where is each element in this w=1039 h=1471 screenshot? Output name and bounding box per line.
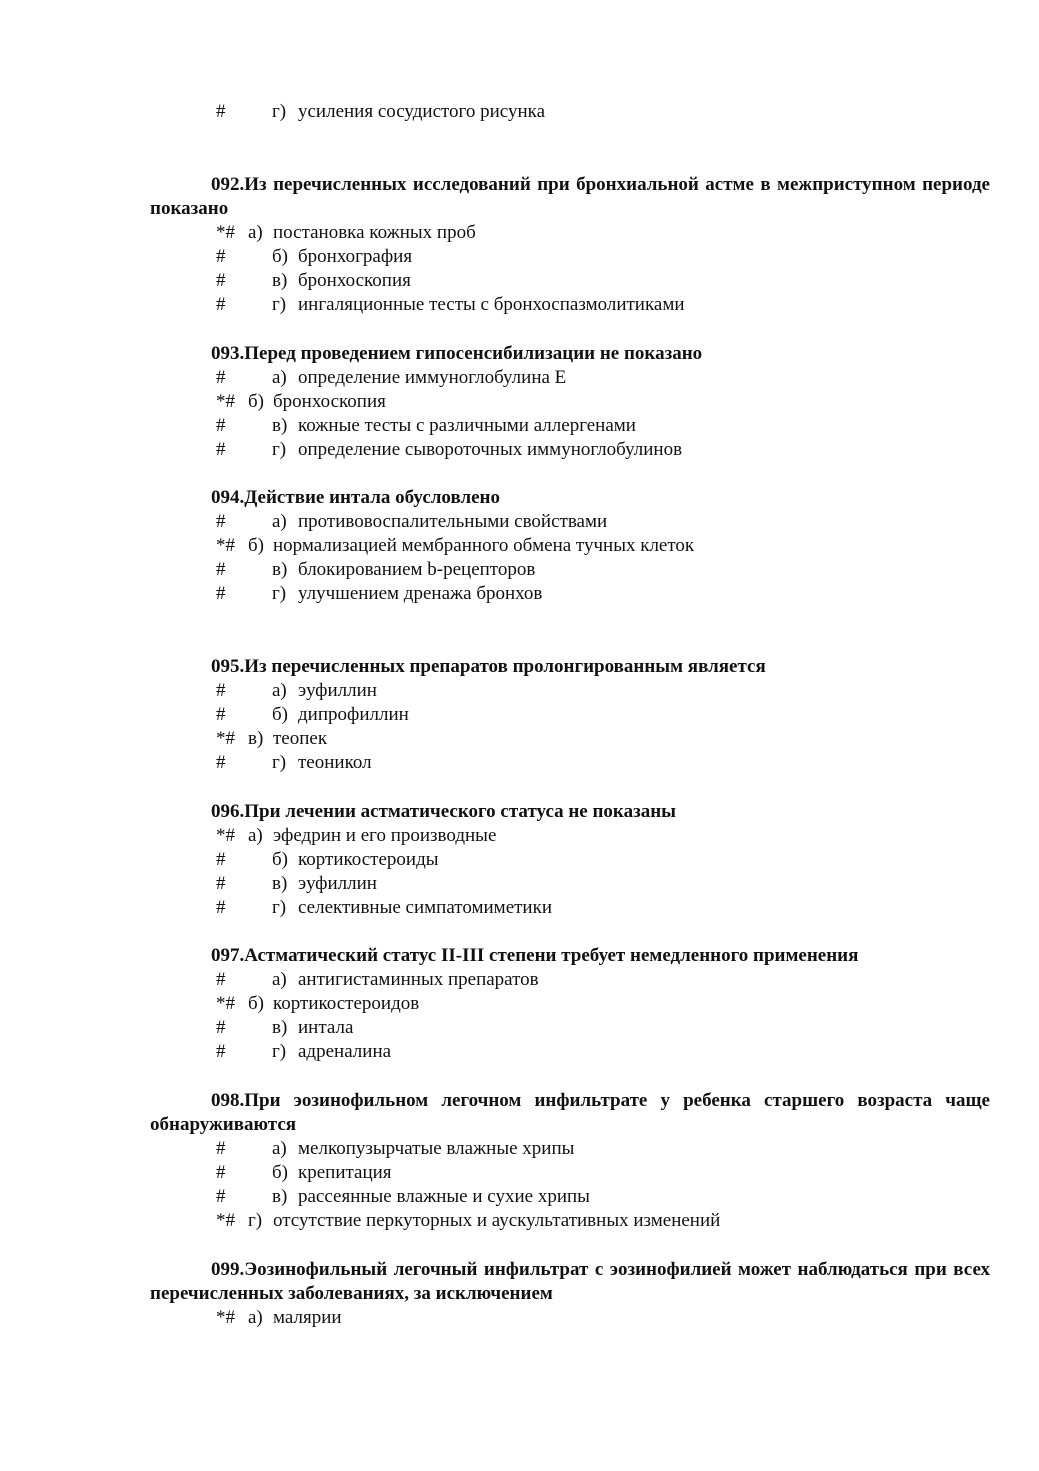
answer-marker: # (216, 511, 226, 532)
answer-marker: *# (216, 1210, 235, 1231)
answer-marker: *# (216, 825, 235, 846)
answer-marker: # (216, 897, 226, 918)
question-title: 098.При эозинофильном легочном инфильтрате у ребенка старшего возраста чаще обнаруживаются (150, 1090, 990, 1135)
question-title: 092.Из перечисленных исследований при бронхиальной астме в межприступном периоде показано (150, 174, 990, 219)
answer-marker: # (216, 873, 226, 894)
option-letter: в) (272, 1017, 288, 1038)
option-text: интала (298, 1017, 354, 1038)
option-letter: б) (272, 246, 288, 267)
option-text: кожные тесты с различными аллергенами (298, 415, 636, 436)
option-text: улучшением дренажа бронхов (298, 583, 543, 604)
question-title: 093.Перед проведением гипосенсибилизации не показано (211, 343, 703, 364)
answer-marker: # (216, 101, 226, 122)
option-text: противовоспалительными свойствами (298, 511, 608, 532)
answer-marker: # (216, 680, 226, 701)
option-text: кортикостероидов (273, 993, 420, 1014)
option-letter: г) (272, 897, 287, 918)
answer-marker: # (216, 1162, 226, 1183)
option-text: рассеянные влажные и сухие хрипы (298, 1186, 590, 1207)
option-letter: г) (248, 1210, 263, 1231)
option-letter: г) (272, 583, 287, 604)
answer-marker: # (216, 1138, 226, 1159)
option-letter: б) (272, 849, 288, 870)
option-text: малярии (273, 1307, 342, 1328)
option-text: бронхоскопия (298, 270, 411, 291)
option-text: отсутствие перкуторных и аускультативных изменений (273, 1210, 721, 1231)
option-letter: б) (272, 704, 288, 725)
answer-marker: # (216, 752, 226, 773)
answer-marker: # (216, 367, 226, 388)
option-letter: г) (272, 439, 287, 460)
option-letter: а) (272, 680, 287, 701)
option-letter: а) (272, 511, 287, 532)
option-text: нормализацией мембранного обмена тучных клеток (273, 535, 695, 556)
answer-marker: *# (216, 391, 235, 412)
answer-marker: # (216, 969, 226, 990)
option-text: блокированием b-рецепторов (298, 559, 536, 580)
option-letter: в) (248, 728, 264, 749)
option-letter: г) (272, 1041, 287, 1062)
question-title: 096.При лечении астматического статуса не показаны (211, 801, 677, 822)
answer-marker: # (216, 704, 226, 725)
option-letter: а) (272, 969, 287, 990)
option-letter: в) (272, 415, 288, 436)
option-letter: а) (272, 1138, 287, 1159)
answer-marker: *# (216, 993, 235, 1014)
option-letter: б) (248, 391, 264, 412)
option-letter: в) (272, 1186, 288, 1207)
question-title: 097.Астматический статус II-III степени требует немедленного применения (211, 945, 859, 966)
answer-marker: # (216, 1041, 226, 1062)
option-text: селективные симпатомиметики (298, 897, 552, 918)
option-text: эуфиллин (298, 873, 377, 894)
option-letter: а) (272, 367, 287, 388)
answer-marker: *# (216, 222, 235, 243)
option-text: определение сывороточных иммуноглобулинов (298, 439, 683, 460)
option-text: определение иммуноглобулина Е (298, 367, 567, 388)
question-title: 095.Из перечисленных препаратов пролонгированным является (211, 656, 766, 677)
answer-marker: # (216, 270, 226, 291)
option-letter: г) (272, 294, 287, 315)
option-letter: а) (248, 1307, 263, 1328)
option-letter: б) (272, 1162, 288, 1183)
option-letter: а) (248, 222, 263, 243)
option-letter: в) (272, 873, 288, 894)
option-text: эфедрин и его производные (273, 825, 497, 846)
option-text: бронхоскопия (273, 391, 386, 412)
option-text: адреналина (298, 1041, 392, 1062)
answer-marker: # (216, 559, 226, 580)
answer-marker: # (216, 849, 226, 870)
option-text: бронхография (298, 246, 413, 267)
answer-marker: *# (216, 535, 235, 556)
answer-marker: *# (216, 1307, 235, 1328)
option-letter: в) (272, 559, 288, 580)
answer-marker: # (216, 246, 226, 267)
option-text: эуфиллин (298, 680, 377, 701)
option-text: крепитация (298, 1162, 392, 1183)
option-letter: г) (272, 752, 287, 773)
option-text: теопек (273, 728, 328, 749)
answer-marker: # (216, 415, 226, 436)
option-letter: б) (248, 993, 264, 1014)
option-text: дипрофиллин (298, 704, 409, 725)
option-text: постановка кожных проб (273, 222, 476, 243)
option-text: мелкопузырчатые влажные хрипы (298, 1138, 575, 1159)
option-text: антигистаминных препаратов (298, 969, 539, 990)
answer-marker: *# (216, 728, 235, 749)
option-text: усиления сосудистого рисунка (298, 101, 546, 122)
option-letter: а) (248, 825, 263, 846)
answer-marker: # (216, 583, 226, 604)
question-title: 099.Эозинофильный легочный инфильтрат с эозинофилией может наблюдаться при всех перечисленных заболеваниях, за исключением (150, 1259, 990, 1304)
option-text: ингаляционные тесты с бронхоспазмолитиками (298, 294, 685, 315)
question-title: 094.Действие интала обусловлено (211, 487, 500, 508)
option-text: теоникол (298, 752, 372, 773)
option-letter: б) (248, 535, 264, 556)
answer-marker: # (216, 294, 226, 315)
option-letter: г) (272, 101, 287, 122)
answer-marker: # (216, 1186, 226, 1207)
answer-marker: # (216, 1017, 226, 1038)
option-letter: в) (272, 270, 288, 291)
option-text: кортикостероиды (298, 849, 439, 870)
answer-marker: # (216, 439, 226, 460)
